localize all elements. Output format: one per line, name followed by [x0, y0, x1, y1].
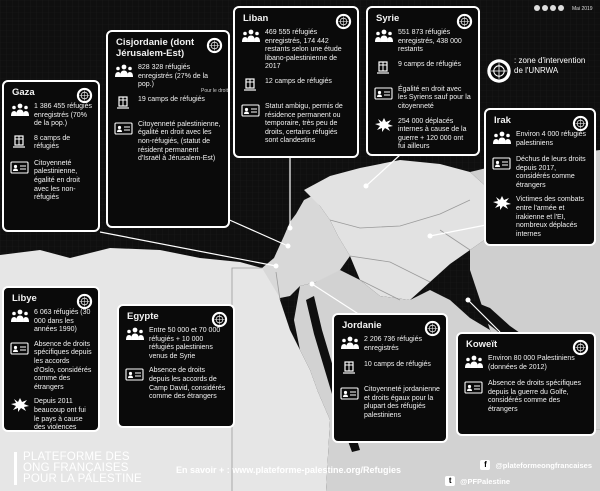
region-libye — [2, 286, 100, 432]
info-text: Absence de droits depuis les accords de Camp David, considérés comme des étrangers — [149, 367, 226, 401]
people-icon — [10, 309, 30, 328]
pin-syrie — [364, 184, 369, 189]
pin-jordanie — [310, 282, 315, 287]
explosion-icon — [492, 196, 512, 215]
info-text: Entre 50 000 et 70 000 réfugiés + 10 000 réfugiés palestiniens venus de Syrie — [149, 327, 221, 360]
info-row — [10, 398, 92, 432]
creative-commons-icons — [534, 5, 564, 11]
info-text: Environ 80 000 Palestiniens (données de 2012) — [488, 355, 575, 371]
info-row — [374, 118, 472, 152]
info-text: Citoyenneté palestinienne, égalité en droit avec les non-réfugiés — [34, 159, 80, 202]
info-row — [10, 103, 92, 129]
info-text: 2 206 736 réfugiés enregistrés — [364, 336, 422, 352]
info-row — [241, 29, 351, 72]
people-icon — [492, 131, 512, 150]
info-text: Victimes des combats entre l'armée et irakienne et l'EI, nombreux déplacés internes — [516, 196, 584, 238]
info-text: Absence de droits spécifiques depuis la guerre du Golfe, considérés comme des étrangers — [488, 380, 581, 413]
id-card-icon — [10, 160, 30, 179]
region-irak — [484, 108, 596, 246]
region-koweit — [456, 332, 596, 436]
region-jordanie — [332, 313, 448, 443]
info-row — [340, 361, 440, 380]
info-row — [114, 96, 222, 115]
tent-icon — [340, 361, 360, 380]
info-text: 9 camps de réfugiés — [398, 60, 462, 68]
info-text: Absence de droits spécifiques depuis les accords d'Oslo, considérés comme des étrangers — [34, 340, 92, 391]
un-label: Pour le droit — [201, 88, 228, 94]
people-icon — [340, 336, 360, 355]
region-title: Irak — [494, 115, 511, 126]
info-row — [374, 29, 472, 55]
facebook-link[interactable] — [480, 460, 592, 470]
more-info-link[interactable]: En savoir + : www.plateforme-palestine.org/Refugies — [176, 465, 401, 475]
facebook-icon: f — [480, 460, 490, 470]
people-icon — [10, 103, 30, 122]
org-name — [14, 452, 142, 485]
region-title: Cisjordanie (dont Jérusalem-Est) — [116, 37, 195, 59]
tent-icon — [114, 96, 134, 115]
info-text: 1 386 455 réfugiés enregistrés (70% de la pop.) — [34, 103, 92, 128]
info-text: Statut ambigu, permis de résidence permanent ou temporaire, très peu de droits, certains réfugiés sont clandestins — [265, 102, 343, 145]
region-title: Liban — [243, 13, 269, 24]
id-card-icon — [340, 386, 360, 405]
info-row — [492, 131, 588, 150]
id-card-icon — [125, 367, 145, 386]
info-text: Environ 4 000 réfugiés palestiniens — [516, 131, 587, 147]
org-line-3: POUR LA PALESTINE — [23, 473, 142, 485]
info-row — [10, 309, 92, 335]
people-icon — [464, 355, 484, 374]
pin-koweit — [466, 298, 471, 303]
id-card-icon — [492, 156, 512, 175]
info-row — [10, 135, 92, 154]
facebook-handle: @plateformeongfrancaises — [495, 460, 592, 470]
id-card-icon — [374, 86, 394, 105]
info-row — [114, 121, 222, 164]
pin-gaza — [274, 264, 279, 269]
un-emblem-icon — [335, 13, 352, 30]
info-text: Égalité en droit avec les Syriens sauf pour la citoyenneté — [398, 85, 471, 110]
people-icon — [241, 29, 261, 48]
region-title: Gaza — [12, 87, 35, 98]
id-card-icon — [114, 121, 134, 140]
un-emblem-icon — [486, 58, 512, 84]
people-icon — [374, 29, 394, 48]
region-title: Koweït — [466, 339, 498, 350]
twitter-link[interactable] — [445, 476, 510, 486]
tent-icon — [374, 61, 394, 80]
info-text: 19 camps de réfugiés — [138, 95, 205, 103]
info-row — [464, 355, 588, 374]
info-row — [125, 367, 227, 401]
info-text: 551 873 réfugiés enregistrés, 438 000 restants — [398, 29, 462, 54]
un-emblem-icon — [76, 293, 93, 310]
region-title: Egypte — [127, 311, 159, 322]
region-title: Jordanie — [342, 320, 382, 331]
info-row — [241, 103, 351, 146]
info-row — [340, 336, 440, 355]
info-row — [340, 386, 440, 420]
info-row — [125, 327, 227, 361]
region-egypte — [117, 304, 235, 428]
region-cisjordanie — [106, 30, 230, 228]
info-row — [241, 78, 351, 97]
region-title: Libye — [12, 293, 37, 304]
tent-icon — [10, 135, 30, 154]
tent-icon — [241, 78, 261, 97]
explosion-icon — [374, 118, 394, 137]
info-row — [492, 156, 588, 190]
info-row — [374, 86, 472, 112]
twitter-handle: @PFPalestine — [460, 476, 510, 486]
id-card-icon — [464, 380, 484, 399]
un-emblem-icon — [76, 87, 93, 104]
info-text: 10 camps de réfugiés — [364, 361, 431, 368]
region-liban — [233, 6, 359, 158]
info-text: 828 328 réfugiés enregistrés (27% de la pop.) — [138, 64, 209, 89]
org-line-2: ONG FRANÇAISES — [23, 462, 129, 474]
info-text: Déchus de leurs droits depuis 2017, considérés comme étrangers — [516, 156, 586, 189]
region-gaza — [2, 80, 100, 232]
un-emblem-icon — [206, 37, 223, 54]
info-row — [492, 196, 588, 239]
info-text: Citoyenneté palestinienne, égalité en droit avec les non-réfugiés, (statut de résident permanent d'Israël à Jérusalem-Est) — [138, 120, 221, 163]
pin-irak — [428, 234, 433, 239]
explosion-icon — [10, 398, 30, 417]
info-text: 12 camps de réfugiés — [265, 77, 332, 85]
info-row — [10, 160, 92, 203]
people-icon — [125, 327, 145, 346]
info-text: 469 555 réfugiés enregistrés, 174 442 restants selon une étude libano-palestinienne de 2017 — [265, 29, 342, 71]
pin-cisjordanie — [286, 244, 291, 249]
twitter-icon: t — [445, 476, 455, 486]
info-row — [10, 341, 92, 393]
un-emblem-icon — [424, 320, 441, 337]
info-row — [114, 64, 222, 90]
un-emblem-icon — [211, 311, 228, 328]
region-syrie — [366, 6, 480, 156]
info-text: 6 063 réfugiés (30 000 dans les années 1990) — [34, 309, 91, 334]
pin-liban — [288, 226, 293, 231]
info-row — [464, 380, 588, 414]
info-text: 254 000 déplacés internes à cause de la guerre + 120 000 ont fui ailleurs — [398, 117, 467, 151]
id-card-icon — [241, 103, 261, 122]
info-text: Depuis 2011 beaucoup ont fui le pays à cause des violences — [34, 398, 86, 432]
un-emblem-icon — [572, 339, 589, 356]
info-text: 8 camps de réfugiés — [34, 134, 71, 151]
legend-text: : zone d'intervention de l'UNRWA — [514, 56, 586, 75]
org-line-1: PLATEFORME DES — [23, 451, 130, 463]
info-text: Citoyenneté jordanienne et droits égaux pour la plupart des réfugiés palestiniens — [364, 386, 440, 419]
people-icon — [114, 64, 134, 83]
un-emblem-icon — [572, 115, 589, 132]
region-title: Syrie — [376, 13, 400, 24]
date-label: Mai 2019 — [572, 6, 593, 12]
id-card-icon — [10, 341, 30, 360]
info-row — [374, 61, 472, 80]
un-emblem-icon — [456, 13, 473, 30]
